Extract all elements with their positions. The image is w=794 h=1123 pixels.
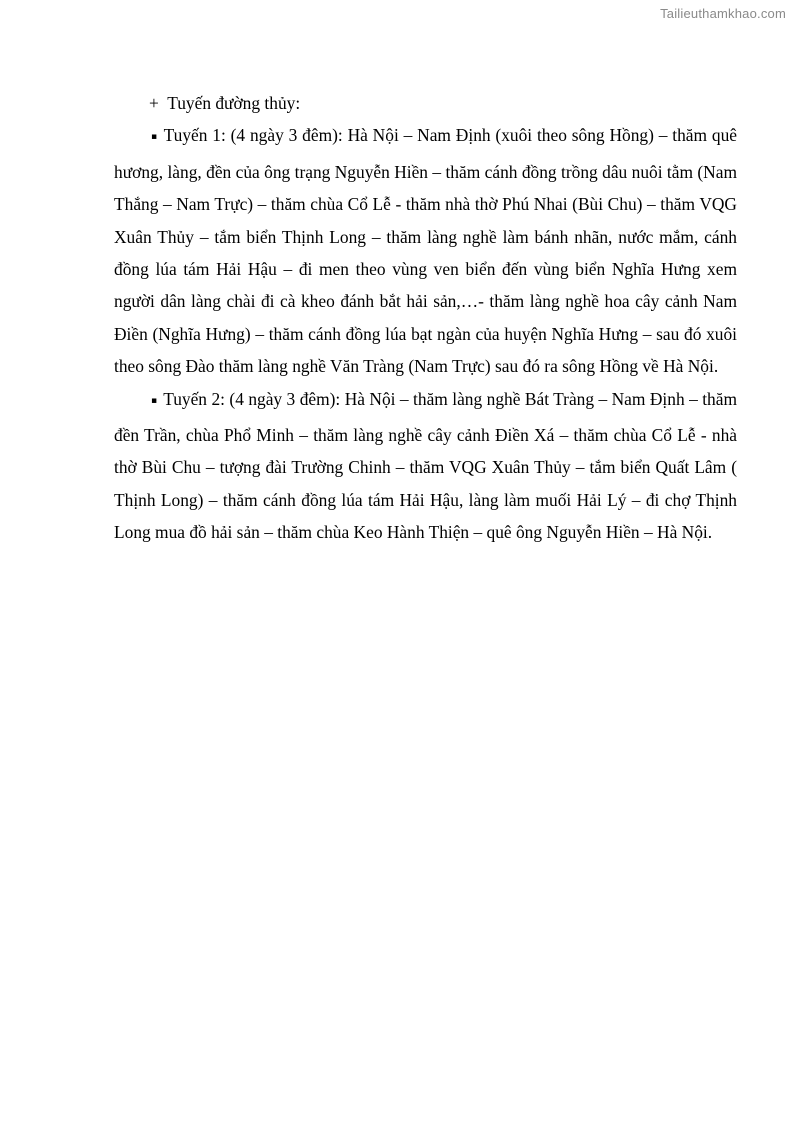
route-paragraph-1 [114, 119, 737, 382]
route-text: Tuyến 1: (4 ngày 3 đêm): Hà Nội – Nam Định (xuôi theo sông Hồng) – thăm quê hương, làng, đền của ông trạng Nguyễn Hiền – thăm cánh đồng trồng dâu nuôi tằm (Nam Thắng – Nam Trực) – thăm chùa Cổ Lễ - thăm nhà thờ Phú Nhai (Bùi Chu) – thăm VQG Xuân Thủy – tắm biển Thịnh Long – thăm làng nghề làm bánh nhãn, nước mắm, cánh đồng lúa tám Hải Hậu – đi men theo vùng ven biển đến vùng biển Nghĩa Hưng xem người dân làng chài đi cà kheo đánh bắt hải sản,…- thăm làng nghề hoa cây cảnh Nam Điền (Nghĩa Hưng) – thăm cánh đồng lúa bạt ngàn của huyện Nghĩa Hưng – sau đó xuôi theo sông Đào thăm làng nghề Văn Tràng (Nam Trực) sau đó ra sông Hồng về Hà Nội. [114, 125, 738, 377]
document-body [114, 87, 737, 549]
square-bullet-icon: ▪ [151, 395, 158, 406]
heading-text: Tuyến đường thủy: [167, 93, 301, 113]
heading-marker: + [149, 93, 159, 113]
square-bullet-icon: ▪ [151, 132, 158, 143]
route-paragraph-2 [114, 383, 737, 549]
watermark: Tailieuthamkhao.com [660, 6, 786, 21]
route-text: Tuyến 2: (4 ngày 3 đêm): Hà Nội – thăm làng nghề Bát Tràng – Nam Định – thăm đền Trần, chùa Phổ Minh – thăm làng nghề cây cảnh Điền Xá – thăm chùa Cổ Lễ - nhà thờ Bùi Chu – tượng đài Trường Chinh – thăm VQG Xuân Thủy – tắm biển Quất Lâm ( Thịnh Long) – thăm cánh đồng lúa tám Hải Hậu, làng làm muối Hải Lý – đi chợ Thịnh Long mua đồ hải sản – thăm chùa Keo Hành Thiện – quê ông Nguyễn Hiền – Hà Nội. [114, 388, 737, 543]
section-heading [114, 87, 737, 119]
